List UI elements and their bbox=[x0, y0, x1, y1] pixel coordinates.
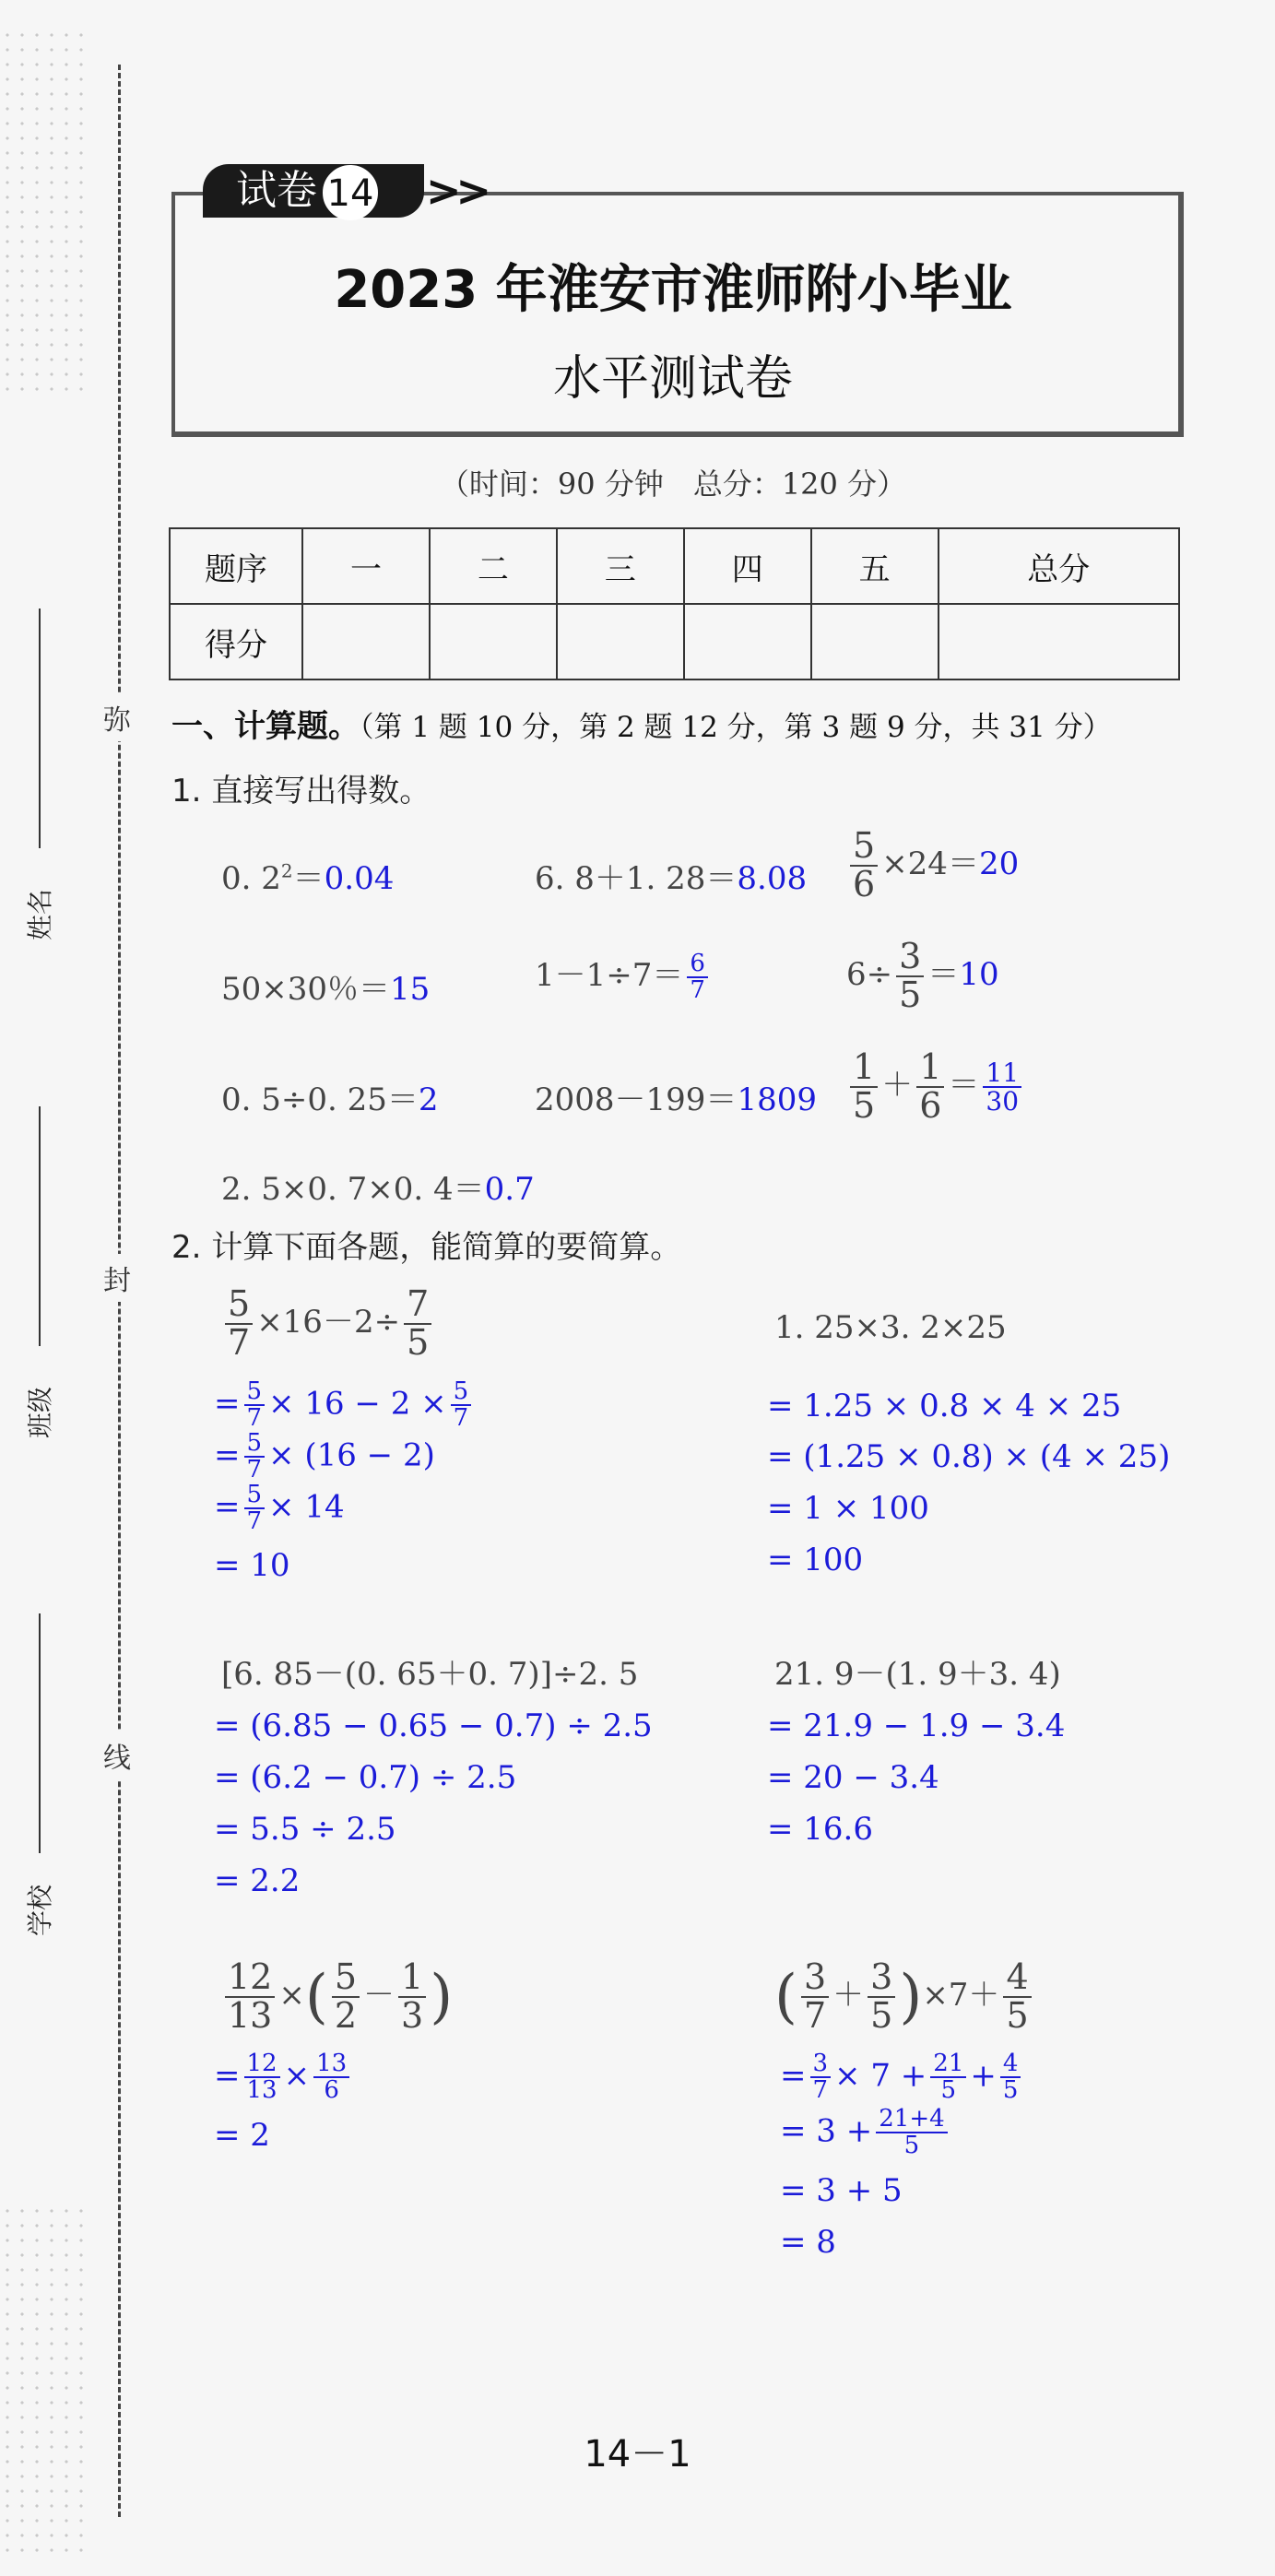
denominator: 3 bbox=[401, 1994, 424, 2036]
seal-char-feng: 封 bbox=[103, 1254, 131, 1302]
numerator: 4 bbox=[1003, 1959, 1031, 1998]
answer-fraction bbox=[687, 951, 708, 1004]
expr: 6÷ bbox=[846, 955, 893, 993]
problem1-step4: = 10 bbox=[214, 1547, 290, 1584]
denominator: 5 bbox=[870, 1994, 893, 2036]
denominator: 5 bbox=[940, 2076, 957, 2105]
section1-heading bbox=[171, 701, 1112, 746]
problem6-step4: = 8 bbox=[780, 2224, 836, 2261]
answer: 1809 bbox=[737, 1081, 817, 1118]
answer: 20 bbox=[978, 845, 1020, 882]
denominator: 7 bbox=[690, 976, 705, 1004]
fraction bbox=[244, 1379, 266, 1432]
equals: = bbox=[780, 2057, 807, 2095]
problem6-step3: = 3 + 5 bbox=[780, 2172, 903, 2209]
paper-title-line2: 水平测试卷 bbox=[552, 351, 793, 407]
fraction bbox=[1003, 1956, 1031, 2036]
equals: ＝ bbox=[927, 955, 960, 993]
right-paren: ) bbox=[899, 1962, 923, 2031]
problem6-expr bbox=[774, 1956, 1035, 2036]
paper-title-line1: 2023 年淮安市淮师附小毕业 bbox=[334, 260, 1012, 320]
score-header-cell: 四 bbox=[684, 528, 811, 604]
answer: 15 bbox=[390, 971, 431, 1008]
expr: 2. 5×0. 7×0. 4＝ bbox=[221, 1171, 485, 1208]
denominator: 7 bbox=[246, 1456, 263, 1484]
plus: + bbox=[970, 2057, 997, 2095]
problem5-expr bbox=[221, 1956, 454, 2036]
problem3-step4: = 2.2 bbox=[214, 1862, 301, 1899]
expr: × 14 bbox=[268, 1488, 345, 1526]
q2-text: 计算下面各题，能简算的要简算。 bbox=[211, 1229, 682, 1266]
numerator: 11 bbox=[983, 1059, 1021, 1088]
q1-text: 直接写出得数。 bbox=[211, 773, 431, 809]
fraction bbox=[876, 2107, 947, 2159]
expr: = 3 + bbox=[780, 2112, 873, 2150]
q1-prompt bbox=[171, 765, 431, 810]
fraction bbox=[896, 936, 924, 1015]
fraction bbox=[916, 1046, 944, 1126]
fraction bbox=[225, 1283, 253, 1363]
fraction bbox=[398, 1956, 426, 2036]
margin-pattern-top bbox=[0, 28, 88, 396]
problem2-step2: = (1.25 × 0.8) × (4 × 25) bbox=[767, 1438, 1171, 1475]
fraction bbox=[404, 1283, 431, 1363]
class-label: 班级 bbox=[25, 1386, 55, 1438]
denominator: 6 bbox=[919, 1084, 942, 1126]
numerator: 5 bbox=[225, 1286, 253, 1325]
direct-a3 bbox=[846, 825, 1020, 904]
numerator: 21+4 bbox=[876, 2107, 947, 2133]
problem4-expr: 21. 9－(1. 9＋3. 4) bbox=[774, 1656, 1061, 1693]
school-label: 学校 bbox=[25, 1884, 55, 1936]
fraction bbox=[801, 1956, 829, 2036]
fraction bbox=[244, 1431, 266, 1483]
problem2-step3: = 1 × 100 bbox=[767, 1490, 929, 1527]
equals: = bbox=[214, 1385, 241, 1423]
answer: 0.04 bbox=[324, 860, 395, 897]
problem1-step2 bbox=[214, 1431, 435, 1483]
score-header-cell: 三 bbox=[557, 528, 684, 604]
q2-label: 2. bbox=[171, 1229, 202, 1266]
denominator: 5 bbox=[903, 2132, 920, 2160]
direct-b3 bbox=[846, 936, 999, 1015]
numerator: 1 bbox=[850, 1049, 878, 1088]
denominator: 7 bbox=[453, 1404, 469, 1433]
answer-fraction bbox=[983, 1059, 1021, 1116]
numerator: 3 bbox=[896, 939, 924, 977]
times: × bbox=[283, 2057, 311, 2095]
denominator: 6 bbox=[324, 2076, 339, 2105]
score-row-label: 得分 bbox=[170, 604, 302, 679]
problem5-step2: = 2 bbox=[214, 2117, 270, 2154]
numerator: 5 bbox=[451, 1379, 472, 1406]
q2-prompt bbox=[171, 1222, 681, 1267]
school-blank-line bbox=[39, 1613, 41, 1853]
denominator: 7 bbox=[812, 2076, 829, 2105]
equals: = bbox=[214, 1488, 241, 1526]
problem1-step1 bbox=[214, 1379, 475, 1432]
section1-title: 一、计算题。 bbox=[171, 708, 360, 745]
plus: ＋ bbox=[881, 1066, 914, 1104]
fraction bbox=[810, 2051, 832, 2104]
equals: = bbox=[214, 1436, 241, 1474]
denominator: 7 bbox=[228, 1321, 251, 1363]
problem1-step3 bbox=[214, 1483, 345, 1535]
expr: ×16－2÷ bbox=[256, 1303, 401, 1341]
direct-a1 bbox=[221, 853, 394, 898]
expr: 0. 2 bbox=[221, 860, 281, 897]
score-table bbox=[169, 527, 1180, 680]
numerator: 13 bbox=[313, 2051, 349, 2078]
numerator: 12 bbox=[244, 2051, 280, 2078]
fraction bbox=[850, 1046, 878, 1126]
seal-char-mi: 弥 bbox=[103, 693, 131, 741]
equals: ＝ bbox=[948, 1066, 980, 1104]
numerator: 6 bbox=[687, 951, 708, 978]
denominator: 13 bbox=[246, 2076, 277, 2105]
direct-b1 bbox=[221, 963, 430, 1009]
problem3-expr: [6. 85－(0. 65＋0. 7)]÷2. 5 bbox=[221, 1656, 639, 1693]
problem2-expr: 1. 25×3. 2×25 bbox=[774, 1309, 1007, 1346]
expr: 50×30％＝ bbox=[221, 971, 391, 1008]
score-header-cell: 五 bbox=[811, 528, 939, 604]
score-cell[interactable] bbox=[684, 604, 811, 679]
fraction bbox=[313, 2051, 349, 2104]
expr: × 16 − 2 × bbox=[268, 1385, 447, 1423]
numerator: 1 bbox=[916, 1049, 944, 1088]
problem6-step1 bbox=[780, 2051, 1024, 2104]
answer: 8.08 bbox=[737, 860, 808, 897]
numerator: 3 bbox=[868, 1959, 895, 1998]
denominator: 7 bbox=[803, 1994, 827, 2036]
problem4-step1: = 21.9 − 1.9 − 3.4 bbox=[767, 1707, 1066, 1744]
fraction bbox=[451, 1379, 472, 1432]
chevron-right-icon: >> bbox=[426, 166, 487, 216]
score-header-cell: 总分 bbox=[939, 528, 1179, 604]
score-cell[interactable] bbox=[557, 604, 684, 679]
numerator: 3 bbox=[810, 2051, 832, 2078]
paper-tab-number: 14 bbox=[323, 165, 378, 220]
fraction bbox=[332, 1956, 360, 2036]
page-number: 14－1 bbox=[584, 2433, 691, 2476]
score-cell[interactable] bbox=[302, 604, 430, 679]
numerator: 5 bbox=[244, 1431, 266, 1458]
fraction bbox=[868, 1956, 895, 2036]
problem4-step2: = 20 − 3.4 bbox=[767, 1759, 939, 1796]
score-cell[interactable] bbox=[939, 604, 1179, 679]
score-header-cell: 一 bbox=[302, 528, 430, 604]
paper-subtitle: （时间：90 分钟 总分：120 分） bbox=[439, 467, 907, 502]
problem3-step1: = (6.85 − 0.65 − 0.7) ÷ 2.5 bbox=[214, 1707, 653, 1744]
seal-char-xian: 线 bbox=[103, 1731, 131, 1779]
score-cell[interactable] bbox=[430, 604, 557, 679]
section1-note: （第 1 题 10 分，第 2 题 12 分，第 3 题 9 分，共 31 分） bbox=[360, 711, 1112, 744]
denominator: 7 bbox=[246, 1507, 263, 1536]
direct-c2 bbox=[535, 1074, 817, 1119]
expr: × 7 + bbox=[834, 2057, 927, 2095]
numerator: 4 bbox=[1000, 2051, 1021, 2078]
problem3-step3: = 5.5 ÷ 2.5 bbox=[214, 1811, 396, 1848]
equals: ＝ bbox=[292, 860, 325, 897]
direct-d1 bbox=[221, 1164, 535, 1209]
score-cell[interactable] bbox=[811, 604, 939, 679]
denominator: 5 bbox=[899, 974, 922, 1015]
denominator: 2 bbox=[334, 1994, 358, 2036]
problem2-step4: = 100 bbox=[767, 1542, 864, 1578]
problem5-step1 bbox=[214, 2051, 353, 2104]
margin-pattern-bottom bbox=[0, 2204, 88, 2554]
fraction bbox=[244, 1483, 266, 1535]
right-paren: ) bbox=[430, 1962, 454, 2031]
denominator: 5 bbox=[853, 1084, 876, 1126]
name-blank-line bbox=[39, 609, 41, 848]
minus: － bbox=[363, 1976, 395, 2014]
numerator: 5 bbox=[244, 1379, 266, 1406]
denominator: 6 bbox=[853, 863, 876, 904]
denominator: 7 bbox=[246, 1404, 263, 1433]
problem2-step1: = 1.25 × 0.8 × 4 × 25 bbox=[767, 1388, 1122, 1424]
class-blank-line bbox=[39, 1106, 41, 1346]
expr: 0. 5÷0. 25＝ bbox=[221, 1081, 419, 1118]
answer: 10 bbox=[959, 955, 999, 993]
problem4-step3: = 16.6 bbox=[767, 1811, 873, 1848]
score-header-cell: 题序 bbox=[170, 528, 302, 604]
expr: 1－1÷7＝ bbox=[535, 957, 684, 994]
fraction bbox=[1000, 2051, 1021, 2104]
problem3-step2: = (6.2 − 0.7) ÷ 2.5 bbox=[214, 1759, 517, 1796]
expr: ×7＋ bbox=[922, 1976, 1000, 2014]
numerator: 21 bbox=[930, 2051, 966, 2078]
numerator: 1 bbox=[398, 1959, 426, 1998]
fraction bbox=[244, 2051, 280, 2104]
exponent: 2 bbox=[280, 859, 293, 882]
paper-tab bbox=[203, 164, 424, 218]
answer: 2 bbox=[418, 1081, 439, 1118]
numerator: 3 bbox=[801, 1959, 829, 1998]
equals: = bbox=[214, 2057, 241, 2095]
numerator: 7 bbox=[404, 1286, 431, 1325]
denominator: 30 bbox=[986, 1085, 1020, 1117]
plus: ＋ bbox=[832, 1976, 865, 2014]
problem1-expr bbox=[221, 1283, 435, 1363]
denominator: 5 bbox=[1006, 1994, 1029, 2036]
direct-c3 bbox=[846, 1046, 1025, 1126]
paper-tab-label: 试卷 bbox=[236, 167, 317, 214]
problem6-step2 bbox=[780, 2107, 951, 2159]
direct-b2 bbox=[535, 950, 712, 1003]
expr: 2008－199＝ bbox=[535, 1081, 738, 1118]
score-header-cell: 二 bbox=[430, 528, 557, 604]
left-paren: ( bbox=[774, 1962, 797, 2031]
numerator: 12 bbox=[225, 1959, 275, 1998]
expr: ×24＝ bbox=[881, 845, 979, 882]
denominator: 5 bbox=[1002, 2076, 1019, 2105]
q1-label: 1. bbox=[171, 773, 202, 809]
name-label: 姓名 bbox=[25, 888, 55, 940]
times: × bbox=[278, 1976, 305, 2014]
left-paren: ( bbox=[304, 1962, 328, 2031]
score-table-score-row bbox=[170, 604, 1179, 679]
direct-a2 bbox=[535, 853, 807, 898]
numerator: 5 bbox=[332, 1959, 360, 1998]
answer: 0.7 bbox=[484, 1171, 535, 1208]
fraction bbox=[930, 2051, 966, 2104]
numerator: 5 bbox=[850, 828, 878, 867]
score-table-header-row bbox=[170, 528, 1179, 604]
direct-c1 bbox=[221, 1074, 439, 1119]
expr: 6. 8＋1. 28＝ bbox=[535, 860, 738, 897]
denominator: 5 bbox=[407, 1321, 430, 1363]
fraction bbox=[225, 1956, 275, 2036]
denominator: 13 bbox=[228, 1994, 273, 2036]
numerator: 5 bbox=[244, 1483, 266, 1509]
fraction bbox=[850, 825, 878, 904]
expr: × (16 − 2) bbox=[268, 1436, 435, 1474]
